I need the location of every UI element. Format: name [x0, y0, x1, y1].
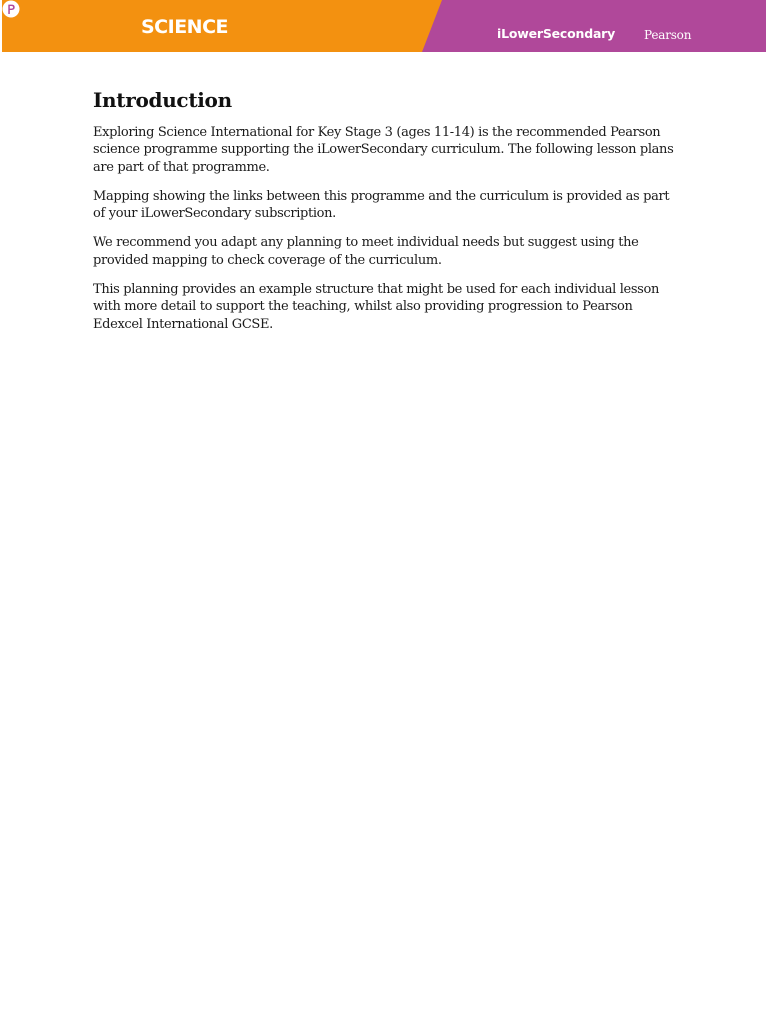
- ilowersecondary-brand: iLowerSecondary: [497, 26, 616, 41]
- main-content: [93, 86, 683, 345]
- pearson-p-logo-icon: [2, 0, 20, 18]
- intro-paragraph: Exploring Science International for Key Stage 3 (ages 11-14) is the recommended Pearson science programme supporting the iLowerSecondary curriculum. The following lesson plans are part of that programme.: [93, 125, 674, 175]
- pearson-wordmark: Pearson: [644, 28, 692, 42]
- mapping-paragraph: Mapping showing the links between this programme and the curriculum is provided as part of your iLowerSecondary subscription.: [93, 188, 670, 222]
- banner-background: [2, 0, 766, 52]
- subject-label: SCIENCE: [141, 16, 229, 38]
- header-banner: [2, 0, 766, 52]
- planning-paragraph: This planning provides an example structure that might be used for each individual lesson with more detail to support the teaching, whilst also providing progression to Pearson Edexcel International GCSE.: [93, 282, 659, 332]
- recommendation-paragraph: We recommend you adapt any planning to meet individual needs but suggest using the provided mapping to check coverage of the curriculum.: [93, 235, 639, 268]
- page-title: Introduction: [93, 88, 232, 112]
